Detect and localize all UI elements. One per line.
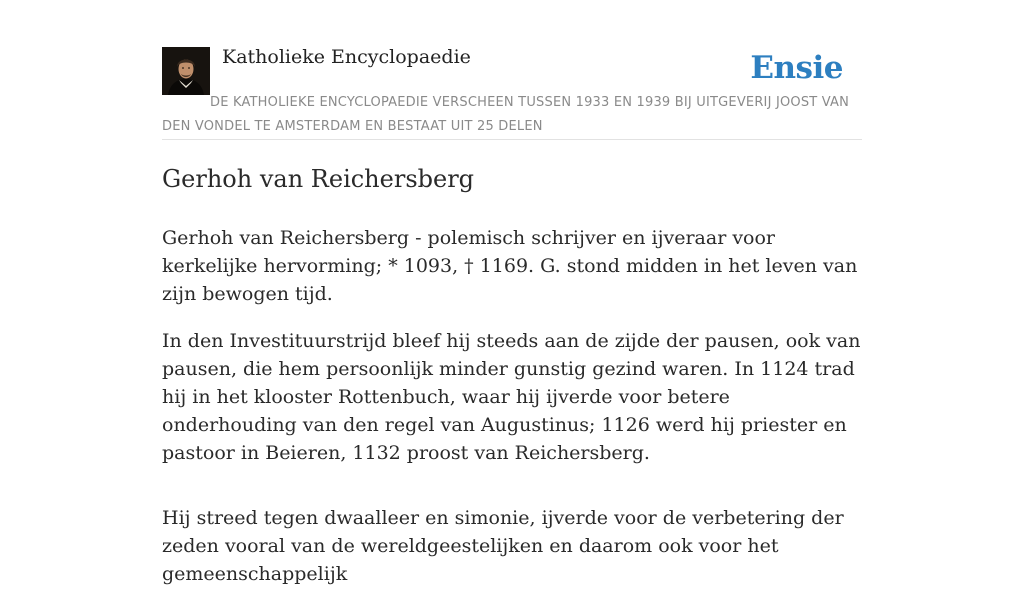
article-paragraph: Gerhoh van Reichersberg - polemisch schrijver en ijveraar voor kerkelijke hervorming; * 1093, † 1169. G. stond midden in het leven van zijn bewogen tijd. (162, 227, 858, 305)
portrait-avatar-icon[interactable] (162, 47, 210, 95)
article-paragraph: Hij streed tegen dwaalleer en simonie, ijverde voor de verbetering der zeden vooral van de wereldgeestelijken en daarom ook voor het gemeenschappelijk (162, 507, 844, 585)
site-title[interactable]: Katholieke Encyclopaedie (222, 46, 471, 68)
article-title: Gerhoh van Reichersberg (162, 165, 475, 193)
article-paragraph: In den Investituurstrijd bleef hij steeds aan de zijde der pausen, ook van pausen, die hem persoonlijk minder gunstig gezind waren. In 1124 trad hij in het klooster Rottenbuch, waar hij ijverde voor betere onderhouding van den regel van Augustinus; 1126 werd hij priester en pastoor in Beieren, 1132 proost van Reichersberg. (162, 330, 861, 464)
site-description: DE KATHOLIEKE ENCYCLOPAEDIE VERSCHEEN TUSSEN 1933 EN 1939 BIJ UITGEVERIJ JOOST VAN DEN VONDEL TE AMSTERDAM EN BESTAAT UIT 25 DELEN (162, 95, 850, 134)
ensie-logo[interactable]: Ensie (750, 50, 843, 86)
article (162, 162, 862, 607)
site-header (162, 44, 862, 140)
